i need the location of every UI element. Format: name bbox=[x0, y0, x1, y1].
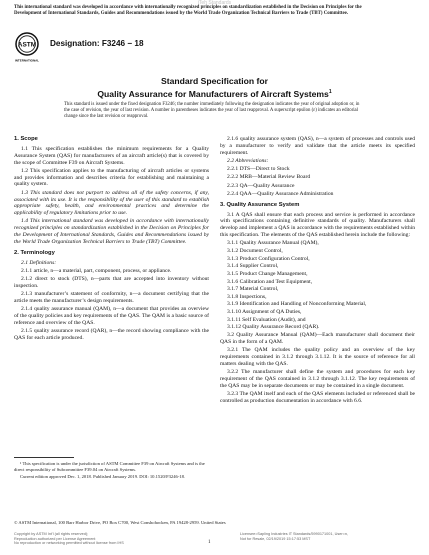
license-line: Reproduction authorized per License Agreement bbox=[14, 536, 96, 541]
paragraph: 3.1.6 Calibration and Test Equipment, bbox=[227, 278, 313, 285]
page-number: 1 bbox=[208, 540, 211, 545]
copyright: © ASTM International, 100 Barr Harbor Drive, PO Box C700, West Conshohocken, PA 19428-2959. United States bbox=[14, 520, 226, 525]
right-column bbox=[220, 136, 415, 406]
paragraph: 3.1 A QAS shall ensure that each process and service is performed in accordance with specifications containing definitive standards of quality. Manufacturers shall develop and implement a QAS in accordance with the requirements established within this specification. The elements of the QAS established herein include the following: bbox=[220, 211, 415, 239]
paragraph: 2.1.1 article, n—a material, part, component, process, or appliance. bbox=[21, 267, 172, 274]
paragraph: 1.1 This specification establishes the minimum requirements for a Quality Assurance System (QAS) for manufacturers of an aircraft article(s) that is covered by the scope of Committee F39 on Aircraft Systems. bbox=[14, 145, 209, 166]
issuance-note: This standard is issued under the fixed designation F3246; the number immediately following the designation indicates the year of original adoption or, in the case of revision, the year of last revision. A number in parentheses indicates the year of last reapproval. A superscript epsilon (ε) indicates an editorial change since the last revision or reapproval. bbox=[64, 102, 360, 119]
title-main: Quality Assurance for Manufacturers of Aircraft Systems bbox=[97, 88, 329, 99]
footnote-rule bbox=[14, 457, 74, 458]
paragraph: 1.4 This international standard was developed in accordance with internationally recognized principles on standardization established in the Decision on Principles for the Development of International Standards, Guides and Recommendations issued by the World Trade Organization Technical Barriers to Trade (TBT) Committee. bbox=[14, 218, 209, 245]
astm-logo bbox=[14, 32, 40, 64]
section-heading: 2. Terminology bbox=[14, 249, 55, 256]
paragraph: 3.2 Quality Assurance Manual (QAM)—Each manufacturer shall document their QAS in the form of a QAM. bbox=[220, 332, 415, 345]
paragraph: 3.1.8 Inspections, bbox=[227, 293, 267, 300]
license-line: Not for Resale, 02/19/2019 15:17:53 MST bbox=[240, 536, 311, 541]
paragraph: 3.1.12 Quality Assurance Record (QAR). bbox=[227, 324, 320, 331]
title-line-2 bbox=[0, 87, 429, 99]
paragraph: 2.1.6 quality assurance system (QAS), n—a system of processes and controls used by a manufacturer to verify and validate that the article meets its specified requirement. bbox=[220, 136, 415, 156]
paragraph: 1.2 This specification applies to the manufacturing of aircraft articles or systems and provides information and describes criteria for establishing and maintaining a quality system. bbox=[14, 167, 209, 188]
license-line: No reproduction or networking permitted without license from IHS bbox=[14, 541, 124, 546]
paragraph: 3.1.5 Product Change Management, bbox=[227, 270, 308, 277]
section-heading: 3. Quality Assurance System bbox=[220, 201, 300, 208]
paragraph: 3.1.2 Document Control, bbox=[227, 247, 283, 254]
left-column bbox=[14, 136, 209, 343]
designation: Designation: F3246 − 18 bbox=[50, 39, 144, 48]
section-heading: 1. Scope bbox=[14, 136, 38, 142]
page-title bbox=[0, 76, 429, 99]
license-right bbox=[240, 532, 348, 541]
paragraph: 2.2.4 QAA—Quality Assurance Administration bbox=[227, 190, 334, 197]
paragraph: 3.1.7 Material Control, bbox=[227, 286, 279, 293]
footnote: ¹ This specification is under the jurisdiction of ASTM Committee F39 on Aircraft Systems and is the direct responsibility of Subcommittee F39.04 on Aircraft Systems. bbox=[14, 461, 205, 472]
watermark: iTeh Standards bbox=[197, 0, 232, 6]
paragraph: 3.1.11 Self Evaluation (Audit), and bbox=[227, 316, 306, 323]
paragraph: 3.1.10 Assignment of QA Duties, bbox=[227, 309, 302, 316]
paragraph: 1.3 This standard does not purport to address all of the safety concerns, if any, associated with its use. It is the responsibility of the user of this standard to establish appropriate safety, health, and environmental practices and determine the applicability of regulatory limitations prior to use. bbox=[14, 189, 209, 217]
svg-text:ASTM: ASTM bbox=[17, 41, 37, 49]
footnote: Current edition approved Dec. 1, 2018. Published January 2019. DOI: 10.1520/F3246-18. bbox=[20, 473, 186, 479]
astm-logo-icon bbox=[14, 32, 40, 64]
paragraph: 3.2.2 The manufacturer shall define the system and procedures for each key requirement of the QAS contained in 3.1.2 through 3.1.12. The key requirements of the QAS may be in separate documents or may be contained in a single document. bbox=[220, 369, 415, 389]
title-line-1: Standard Specification for bbox=[161, 76, 268, 86]
paragraph: 2.1.5 quality assurance record (QAR), n—the record showing compliance with the QAS for each article produced. bbox=[14, 328, 209, 342]
paragraph: 3.2.3 The QAM itself and each of the QAS elements included or referenced shall be controlled as production documentation in accordance with 6.6. bbox=[220, 390, 415, 404]
top-note bbox=[14, 5, 414, 17]
paragraph: 3.1.1 Quality Assurance Manual (QAM), bbox=[227, 240, 319, 247]
top-note-line: This international standard was developed in accordance with internationally recognized principles on standardization established in the Decision on Principles for the bbox=[14, 5, 362, 10]
license-line: Licensee=Sapling Industries IT Standards/5990171001, User=n, bbox=[240, 532, 349, 536]
license-left bbox=[14, 532, 124, 546]
top-note-line: Development of International Standards, Guides and Recommendations issued by the World Trade Organization Technical Barriers to Trade (TBT) Committee. bbox=[14, 11, 349, 16]
paragraph: 2.1.2 direct to stock (DTS), n—parts that are accepted into inventory without inspection. bbox=[14, 276, 209, 289]
logo-text: INTERNATIONAL bbox=[14, 58, 40, 63]
license-line: Copyright by ASTM Int'l (all rights reserved); bbox=[14, 532, 89, 536]
paragraph: 3.2.1 The QAM includes the quality policy and an overview of the key requirements contained in 3.1.2 through 3.1.12. It is the source of reference for all matters dealing with the QAS. bbox=[220, 347, 415, 367]
paragraph: 2.2.1 DTS—Direct to Stock bbox=[227, 166, 290, 173]
paragraph: 2.2 Abbreviations: bbox=[227, 157, 269, 164]
paragraph: 2.1.3 manufacturer’s statement of conformity, n—a document certifying that the article meets the manufacturer’s design requirements. bbox=[14, 291, 209, 305]
paragraph: 2.1.4 quality assurance manual (QAM), n—a document that provides an overview of the quality policies and key requirements of the QAS. The QAM is a basic source of reference and overview of the QAS. bbox=[14, 306, 209, 326]
paragraph: 2.1 Definitions: bbox=[21, 259, 57, 266]
paragraph: 3.1.4 Supplier Control, bbox=[227, 263, 279, 270]
footnotes bbox=[14, 461, 209, 481]
paragraph: 2.2.2 MRB—Material Review Board bbox=[227, 174, 311, 181]
paragraph: 2.2.3 QA—Quality Assurance bbox=[227, 182, 295, 189]
title-footnote-mark: 1 bbox=[328, 88, 332, 95]
paragraph: 3.1.3 Product Configuration Control, bbox=[227, 255, 310, 262]
paragraph: 3.1.9 Identification and Handling of Nonconforming Material, bbox=[227, 301, 367, 308]
